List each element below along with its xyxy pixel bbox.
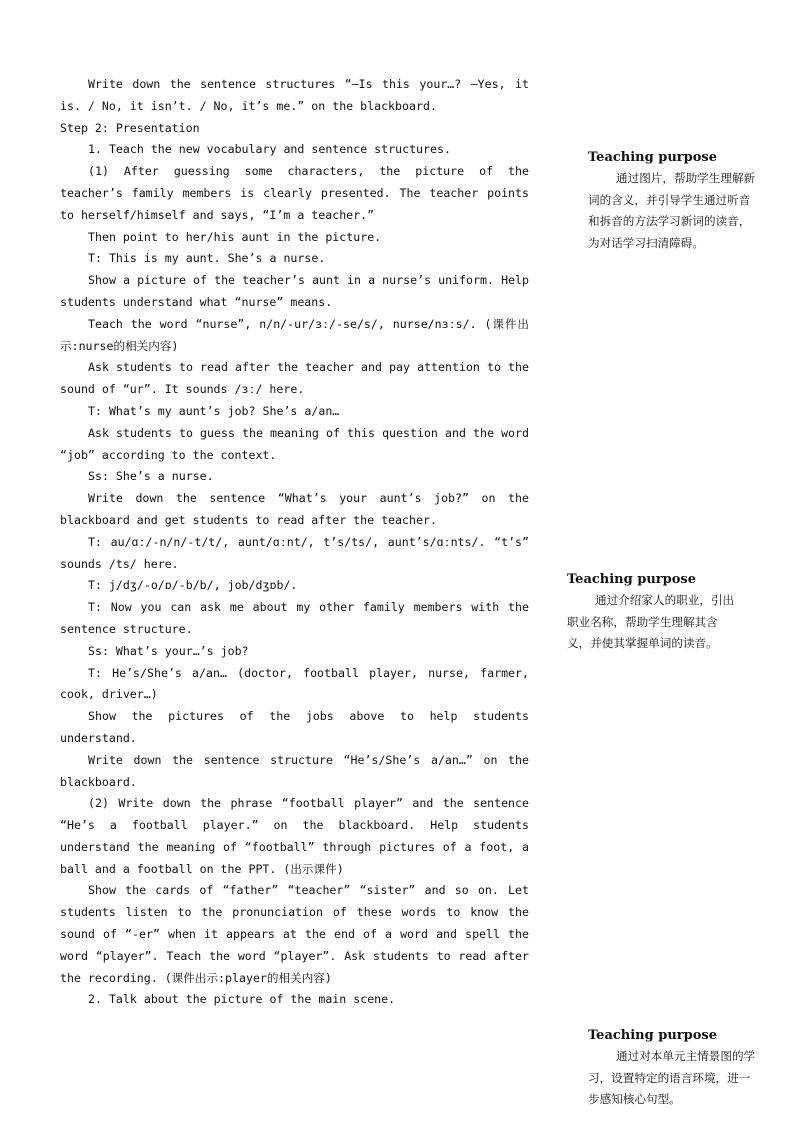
note-title: Teaching purpose xyxy=(588,1028,717,1043)
teaching-purpose-note-1 xyxy=(588,148,758,254)
note-title: Teaching purpose xyxy=(588,150,717,165)
lesson-paragraph: Write down the sentence “What’s your aunt’s job?” on the blackboard and get students to read after the teacher. xyxy=(60,491,529,527)
lesson-paragraph: Show a picture of the teacher’s aunt in a nurse’s uniform. Help students understand what “nurse” means. xyxy=(60,273,529,309)
note-title: Teaching purpose xyxy=(567,572,696,587)
lesson-paragraph: T: au/ɑː/-n/n/-t/t/, aunt/ɑːnt/, t’s/ts/, aunt’s/ɑːnts/. “t’s” sounds /ts/ here. xyxy=(60,534,529,571)
lesson-paragraph: 2. Talk about the picture of the main scene. xyxy=(88,992,396,1007)
teaching-purpose-note-3 xyxy=(588,1026,760,1111)
note-body: 通过对本单元主情景图的学习，设置特定的语言环境，进一步感知核心句型。 xyxy=(588,1049,756,1107)
lesson-paragraph: T: This is my aunt. She’s a nurse. xyxy=(88,251,326,266)
note-body: 通过图片，帮助学生理解新词的含义，并引导学生通过听音和拆音的方法学习新词的读音，为对话学习扫清障碍。 xyxy=(588,171,756,250)
lesson-paragraph: T: j/dʒ/-o/ɒ/-b/b/, job/dʒɒb/. xyxy=(88,578,298,593)
lesson-paragraph: T: What’s my aunt’s job? She’s a/an… xyxy=(88,403,340,418)
lesson-paragraph: Show the cards of “father” “teacher” “sister” and so on. Let students listen to the pronunciation of these words to know the sound of “-er” when it appears at the end of a word and spell the word “player”. Teach the word “player”. Ask students to read after the recording. (课件出示:player的相关内容) xyxy=(60,883,529,985)
lesson-paragraph: Teach the word “nurse”, n/n/-ur/ɜː/-se/s/, nurse/nɜːs/. (课件出示:nurse的相关内容) xyxy=(60,316,529,353)
lesson-paragraph: Then point to her/his aunt in the picture. xyxy=(88,229,382,244)
lesson-paragraph: Write down the sentence structures “—Is this your…? —Yes, it is. / No, it isn’t. / No, it’s me.” on the blackboard. xyxy=(60,77,529,113)
lesson-paragraph: Ask students to guess the meaning of this question and the word “job” according to the context. xyxy=(60,425,529,462)
lesson-paragraph: 1. Teach the new vocabulary and sentence structures. xyxy=(88,142,451,157)
lesson-paragraph: (1) After guessing some characters, the picture of the teacher’s family members is clearly presented. The teacher points to herself/himself and says, “I’m a teacher.” xyxy=(60,164,529,222)
lesson-content xyxy=(60,74,529,1011)
lesson-paragraph: (2) Write down the phrase “football player” and the sentence “He’s a football player.” on the blackboard. Help students understand the meaning of “football” through pictures of a foot, a ball and a football on the PPT. (出示课件) xyxy=(60,796,529,876)
teaching-purpose-note-2 xyxy=(567,570,739,655)
lesson-paragraph: Step 2: Presentation xyxy=(60,120,200,135)
note-body: 通过介绍家人的职业，引出职业名称，帮助学生理解其含义，并使其掌握单词的读音。 xyxy=(567,593,735,651)
lesson-paragraph: Ss: What’s your…’s job? xyxy=(88,643,249,658)
lesson-paragraph: T: He’s/She’s a/an… (doctor, football player, nurse, farmer, cook, driver…) xyxy=(60,665,529,702)
lesson-paragraph: Ss: She’s a nurse. xyxy=(88,469,214,484)
lesson-paragraph: Ask students to read after the teacher and pay attention to the sound of “ur”. It sounds /ɜː/ here. xyxy=(60,360,529,397)
lesson-paragraph: Write down the sentence structure “He’s/She’s a/an…” on the blackboard. xyxy=(60,752,529,789)
lesson-paragraph: T: Now you can ask me about my other family members with the sentence structure. xyxy=(60,600,529,636)
lesson-paragraph: Show the pictures of the jobs above to help students understand. xyxy=(60,709,529,745)
